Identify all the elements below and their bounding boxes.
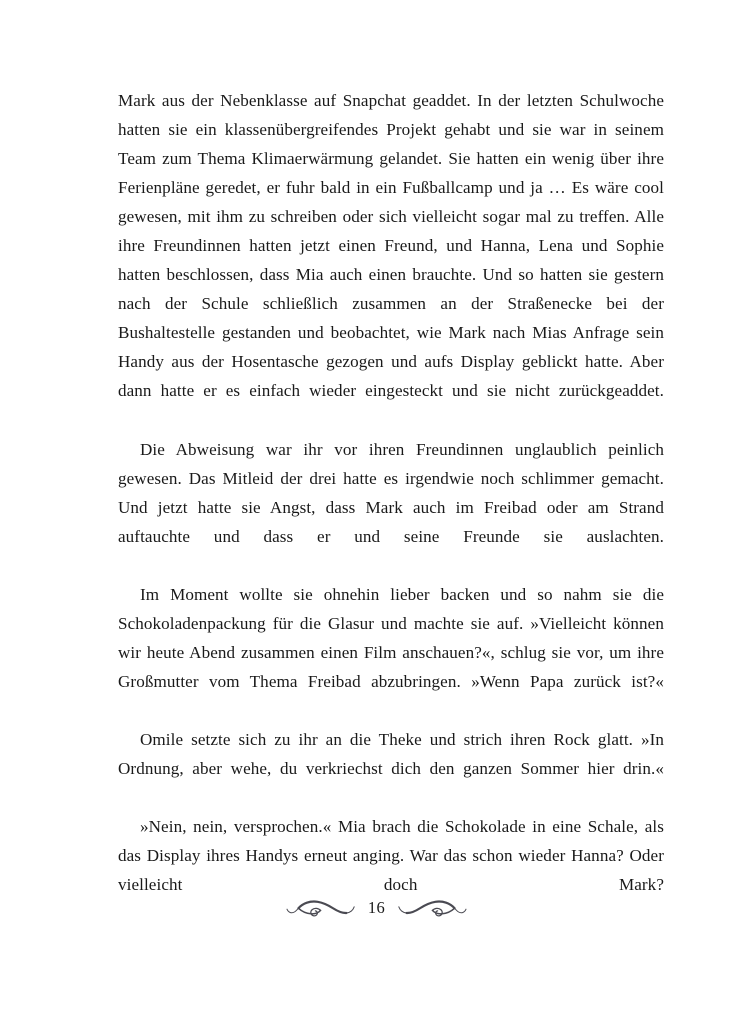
paragraph: »Nein, nein, versprochen.« Mia brach die Schokolade in eine Schale, als das Display ihres Handys erneut anging. War das schon wieder Hanna? Oder vielleicht doch Mark? bbox=[118, 817, 664, 895]
paragraph: Im Moment wollte sie ohnehin lieber backen und so nahm sie die Schokoladenpackung für die Glasur und machte sie auf. »Vielleicht können wir heute Abend zusammen einen Film anschauen?«, schlug sie vor, um ihre Großmutter vom Thema Freibad abzubringen. »Wenn Papa zurück ist?« bbox=[118, 584, 664, 691]
flourish-left-icon bbox=[285, 896, 359, 922]
paragraph: Die Abweisung war ihr vor ihren Freundinnen unglaublich peinlich gewesen. Das Mitleid der drei hatte es irgendwie noch schlimmer gemacht. Und jetzt hatte sie Angst, dass Mark auch im Freibad oder am Strand auftauchte und dass er und seine Freunde sie auslachten. bbox=[118, 439, 664, 546]
page-number: 16 bbox=[367, 897, 386, 917]
flourish-right-icon bbox=[394, 896, 468, 922]
page-footer bbox=[0, 896, 753, 922]
paragraph: Omile setzte sich zu ihr an die Theke und strich ihren Rock glatt. »In Ordnung, aber wehe, du verkriechst dich den ganzen Sommer hier drin.« bbox=[118, 730, 664, 779]
body-text bbox=[118, 86, 664, 928]
paragraph: Mark aus der Nebenklasse auf Snapchat geaddet. In der letzten Schulwoche hatten sie ein klassenübergreifendes Projekt gehabt und sie war in seinem Team zum Thema Klimaerwärmung gelandet. Sie hatten ein wenig über ihre Ferienpläne geredet, er fuhr bald in ein Fußballcamp und ja … Es wäre cool gewesen, mit ihm zu schreiben oder sich vielleicht sogar mal zu treffen. Alle ihre Freundinnen hatten jetzt einen Freund, und Hanna, Lena und Sophie hatten beschlossen, dass Mia auch einen brauchte. Und so hatten sie gestern nach der Schule schließlich zusammen an der Straßenecke bei der Bushaltestelle gestanden und beobachtet, wie Mark nach Mias Anfrage sein Handy aus der Hosentasche gezogen und aufs Display geblickt hatte. Aber dann hatte er es einfach wieder eingesteckt und sie nicht zurückgeaddet. bbox=[118, 91, 664, 401]
